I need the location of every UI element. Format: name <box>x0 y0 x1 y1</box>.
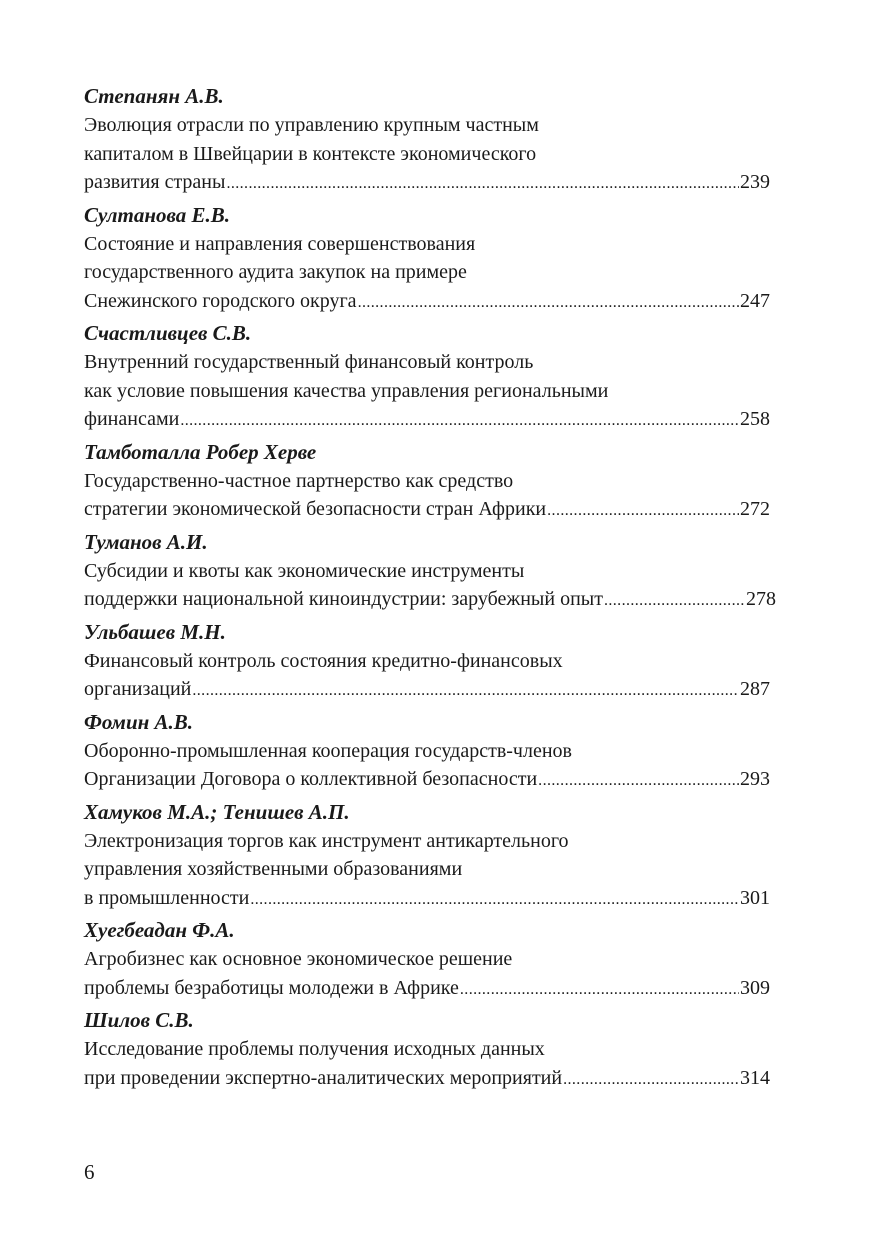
entry-title-last-line <box>84 974 770 1003</box>
entry-title-line: организаций <box>84 678 192 700</box>
entry-author: Хуегбеадан Ф.А. <box>84 918 235 942</box>
entry-title-line: Электронизация торгов как инструмент антикартельного <box>84 829 569 852</box>
entry-title-last-line <box>84 675 770 704</box>
entry-title-line: Эволюция отрасли по управлению крупным частным <box>84 114 539 136</box>
dot-leader <box>226 170 739 199</box>
entry-title-last-line <box>84 884 770 913</box>
entry-title-line: Снежинского городского округа <box>84 289 357 312</box>
entry-title-line: стратегии экономической безопасности стран Африки <box>84 498 547 520</box>
entry-title-last-line <box>84 765 770 794</box>
toc-entry <box>84 82 784 197</box>
dot-leader <box>358 289 739 318</box>
entry-page-number: 314 <box>740 1066 770 1089</box>
entry-page-number: 272 <box>740 498 770 520</box>
toc-entry <box>84 528 784 614</box>
entry-title-line: Субсидии и квоты как экономические инструменты <box>84 559 525 582</box>
entry-author: Степанян А.В. <box>84 84 224 108</box>
entry-author: Туманов А.И. <box>84 529 208 554</box>
entry-title-last-line <box>84 495 770 524</box>
entry-page-number: 258 <box>740 408 770 430</box>
dot-leader <box>180 407 739 436</box>
entry-author: Фомин А.В. <box>84 709 194 734</box>
entry-page-number: 278 <box>746 588 776 610</box>
dot-leader <box>460 976 739 1005</box>
entry-title-last-line <box>84 1064 770 1093</box>
entry-title-line: при проведении экспертно-аналитических мероприятий <box>84 1066 563 1089</box>
dot-leader <box>538 767 739 796</box>
toc-entry <box>84 708 784 794</box>
dot-leader <box>547 497 739 526</box>
entry-title-line: Агробизнес как основное экономическое решение <box>84 948 513 970</box>
entry-author: Хамуков М.А.; Тенишев А.П. <box>84 799 350 824</box>
toc-entry <box>84 319 784 434</box>
toc-entry <box>84 798 784 913</box>
entry-title-line: развития страны <box>84 171 226 193</box>
entry-title-line: Состояние и направления совершенствования <box>84 232 476 255</box>
dot-leader <box>563 1066 739 1095</box>
entry-title-line: как условие повышения качества управления региональными <box>84 379 609 402</box>
entry-title-last-line <box>84 287 770 316</box>
entry-page-number: 239 <box>740 171 770 193</box>
toc-entry <box>84 916 784 1002</box>
entry-page-number: 247 <box>740 289 770 312</box>
entry-title-line: Внутренний государственный финансовый контроль <box>84 351 534 373</box>
entry-author: Тамботалла Робер Херве <box>84 439 317 464</box>
entry-page-number: 287 <box>740 678 770 700</box>
dot-leader <box>604 587 745 616</box>
entry-title-line: поддержки национальной киноиндустрии: зарубежный опыт <box>84 588 603 610</box>
entry-title-line: в промышленности <box>84 886 250 909</box>
table-of-contents <box>84 82 784 1096</box>
entry-page-number: 301 <box>740 886 770 909</box>
entry-title-line: капиталом в Швейцарии в контексте экономического <box>84 142 537 165</box>
entry-author: Ульбашев М.Н. <box>84 619 226 644</box>
entry-page-number: 293 <box>740 768 770 790</box>
entry-title-line: Исследование проблемы получения исходных данных <box>84 1038 545 1060</box>
entry-title-line: управления хозяйственными образованиями <box>84 858 463 880</box>
entry-author: Счастливцев С.В. <box>84 321 252 345</box>
entry-title-line: государственного аудита закупок на примере <box>84 261 467 283</box>
toc-entry <box>84 618 784 704</box>
dot-leader <box>250 886 739 915</box>
entry-title-last-line <box>84 585 776 614</box>
entry-title-line: Государственно-частное партнерство как средство <box>84 469 514 492</box>
entry-title-line: Организации Договора о коллективной безопасности <box>84 768 538 790</box>
entry-title-last-line <box>84 168 770 197</box>
entry-title-line: Финансовый контроль состояния кредитно-финансовых <box>84 649 563 672</box>
toc-entry <box>84 1006 784 1092</box>
entry-author: Султанова Е.В. <box>84 202 231 227</box>
dot-leader <box>192 677 739 706</box>
entry-page-number: 309 <box>740 976 770 999</box>
entry-author: Шилов С.В. <box>84 1008 194 1032</box>
toc-entry <box>84 438 784 524</box>
toc-entry <box>84 201 784 316</box>
entry-title-line: финансами <box>84 408 180 430</box>
entry-title-last-line <box>84 405 770 434</box>
entry-title-line: Оборонно-промышленная кооперация государств-членов <box>84 739 572 762</box>
entry-title-line: проблемы безработицы молодежи в Африке <box>84 976 459 999</box>
page-number: 6 <box>84 1160 95 1184</box>
